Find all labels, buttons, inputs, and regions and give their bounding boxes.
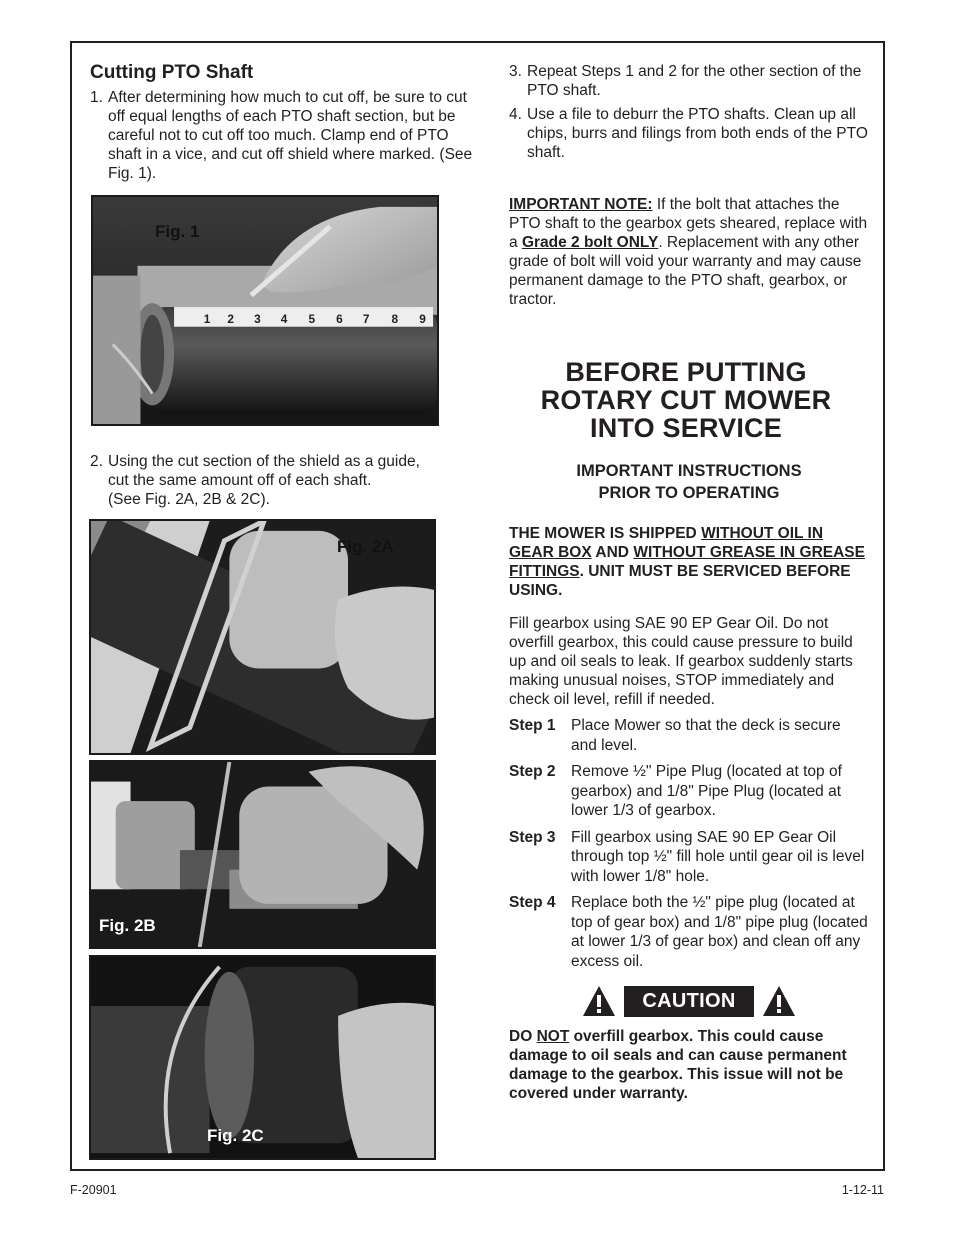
caution-label: CAUTION	[624, 986, 753, 1017]
tape-number: 1	[203, 311, 211, 326]
fill-paragraph: Fill gearbox using SAE 90 EP Gear Oil. Do not overfill gearbox, this could cause pressure to build up and oil seals to leak. If gearbox suddenly starts making unusual noises, STOP immediately and check oil level, refill if needed.	[509, 615, 853, 708]
footer-date: 1-12-11	[841, 1183, 884, 1197]
tape-number: 7	[362, 311, 370, 326]
caution-text-c: overfill gearbox. This could cause damage to oil seals and can cause permanent damage to the gearbox. This issue will not be covered under warranty.	[509, 1028, 847, 1102]
subtitle-line-2: PRIOR TO OPERATING	[598, 484, 780, 502]
step-4	[509, 105, 869, 162]
important-note	[509, 195, 869, 309]
step-3-text: Repeat Steps 1 and 2 for the other section of the PTO shaft.	[527, 63, 862, 99]
step-3	[509, 62, 869, 100]
gearbox-step-label: Step 3	[509, 828, 556, 846]
caution-text-b: NOT	[536, 1028, 570, 1045]
subtitle	[509, 460, 869, 504]
step-1	[90, 88, 475, 183]
footer-doc-number: F-20901	[70, 1183, 117, 1197]
warning-triangle-icon	[762, 985, 796, 1017]
step-2-line-2: cut the same amount off of each shaft.	[108, 472, 372, 489]
tape-number: 3	[254, 311, 261, 326]
fig-2b-photo	[89, 760, 436, 949]
right-column	[509, 62, 869, 1103]
step-1-text: After determining how much to cut off, be sure to cut off equal lengths of each PTO shaft section, but be careful not to cut off too much. Clamp end of PTO shaft in a vice, and cut off shield where marked. (See Fig. 1).	[108, 89, 473, 182]
page-title-line-2: ROTARY CUT MOWER	[540, 385, 832, 415]
gearbox-step-label: Step 1	[509, 717, 556, 734]
important-note-text-1: If the bolt that attaches the PTO shaft to the gearbox gets sheared, replace with a	[509, 196, 868, 251]
important-note-bold: Grade 2 bolt ONLY	[521, 234, 659, 251]
subtitle-line-1: IMPORTANT INSTRUCTIONS	[576, 462, 802, 480]
step-1-number: 1.	[90, 89, 103, 106]
step-3-number: 3.	[509, 63, 522, 80]
shipped-warning	[509, 524, 869, 600]
tape-number: 8	[391, 311, 399, 326]
step-2-number: 2.	[90, 453, 103, 470]
page-title-line-3: INTO SERVICE	[590, 413, 782, 443]
tape-number: 9	[419, 311, 426, 326]
shipped-text-a: THE MOWER IS SHIPPED	[509, 525, 702, 542]
caution-banner	[509, 985, 869, 1017]
left-column	[90, 60, 475, 183]
step-4-number: 4.	[509, 106, 522, 123]
fig-2c-label: Fig. 2C	[207, 1126, 264, 1145]
fig-1-photo	[91, 195, 439, 426]
fig-1-illustration	[93, 197, 437, 424]
tape-number: 2	[227, 311, 235, 326]
shipped-text-c: AND	[591, 544, 634, 561]
fig-2a-label: Fig. 2A	[337, 537, 394, 556]
step-2-line-1: Using the cut section of the shield as a guide,	[108, 453, 420, 470]
fig-2a-photo	[89, 519, 436, 755]
caution-text	[509, 1027, 869, 1103]
step-list	[509, 716, 869, 971]
shipped-text-d: WITHOUT GREASE IN GREASE FITTINGS	[509, 544, 865, 580]
page-title-line-1: BEFORE PUTTING	[565, 357, 807, 387]
caution-text-a: DO	[509, 1028, 537, 1045]
shipped-text-e: . UNIT MUST BE SERVICED BEFORE USING.	[509, 563, 851, 599]
step-4-text: Use a file to deburr the PTO shafts. Clean up all chips, burrs and filings from both ends of the PTO shaft.	[527, 106, 868, 161]
fig-2b-label: Fig. 2B	[99, 916, 156, 935]
gearbox-step-label: Step 2	[509, 763, 556, 780]
gearbox-step-label: Step 4	[509, 894, 556, 911]
gearbox-step-1	[509, 716, 869, 755]
step-2-line-3: (See Fig. 2A, 2B & 2C).	[108, 491, 270, 508]
warning-triangle-icon	[582, 985, 616, 1017]
gearbox-step-text: Remove ½" Pipe Plug (located at top of gearbox) and 1/8" Pipe Plug (located at lower 1/3 of gearbox.	[571, 763, 842, 819]
gearbox-step-text: Place Mower so that the deck is secure and level.	[571, 717, 841, 754]
page-title	[503, 358, 869, 442]
section-heading: Cutting PTO Shaft	[90, 62, 254, 83]
fig-1-label: Fig. 1	[155, 222, 200, 241]
shipped-text-b: WITHOUT OIL IN GEAR BOX	[509, 525, 824, 561]
fig-2c-photo	[89, 955, 436, 1160]
gearbox-step-4	[509, 893, 869, 971]
tape-number: 4	[280, 311, 288, 326]
tape-number: 5	[308, 311, 316, 326]
important-note-label: IMPORTANT NOTE:	[509, 196, 653, 213]
gearbox-step-text: Fill gearbox using SAE 90 EP Gear Oil through top ½" fill hole until gear oil is level with lower 1/8" hole.	[571, 828, 865, 885]
gearbox-step-3	[509, 828, 869, 887]
gearbox-step-text: Replace both the ½" pipe plug (located at top of gear box) and 1/8" pipe plug (located at lower 1/3 of gear box) and clean off any excess oil.	[571, 894, 868, 970]
step-2	[90, 452, 475, 509]
tape-number: 6	[336, 311, 343, 326]
important-note-text-2: . Replacement with any other grade of bolt will void your warranty and may cause permanent damage to the PTO shaft, gearbox, or tractor.	[509, 234, 862, 308]
gearbox-step-2	[509, 762, 869, 821]
